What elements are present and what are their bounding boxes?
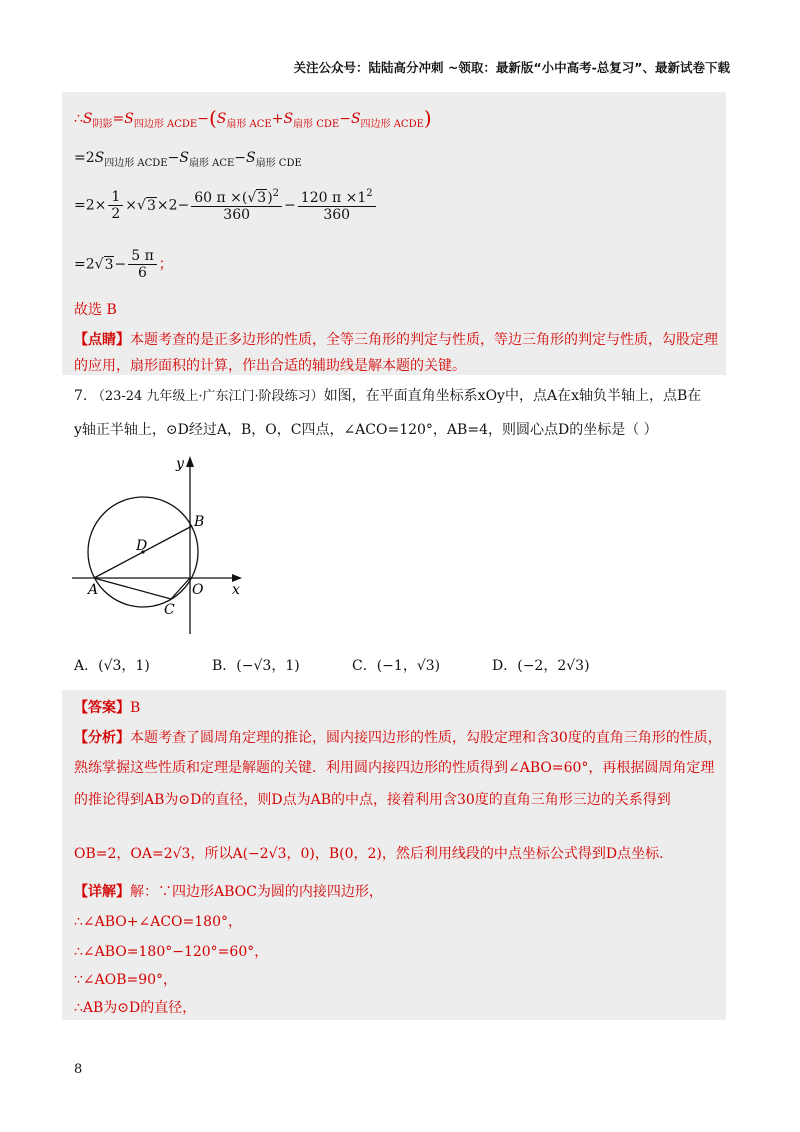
- option-d: D．(−2，2√3): [492, 658, 590, 674]
- label-c: C: [164, 602, 175, 618]
- question-source: （23-24 九年级上·广东江门·阶段练习）: [91, 389, 324, 404]
- answer-line: [74, 698, 140, 718]
- answer-tag: 【答案】: [74, 700, 130, 716]
- detail-line-1: [74, 882, 383, 902]
- label-y: y: [176, 456, 184, 472]
- comment-text-1: 本题考查的是正多边形的性质，全等三角形的判定与性质，等边三角形的判定与性质，勾股定理: [130, 332, 718, 348]
- solution-line-3: =2× $\frac{1}{2}$ ×√3×2− $\frac{60 \pi \times(√3)^2}{360}$ − $\frac{120 \pi \times 1^2}{360}$: [74, 188, 378, 223]
- detail-line-2: ∴∠ABO+∠ACO=180°，: [74, 914, 242, 930]
- detail-tag: 【详解】: [74, 884, 130, 900]
- analysis-tag: 【分析】: [74, 730, 130, 746]
- analysis-line-3: 的推论得到AB为⊙D的直径，则D点为AB的中点，接着利用含30度的直角三角形三边的关系得到: [74, 792, 671, 808]
- question-number: 7.: [74, 388, 88, 404]
- analysis-line-1: [74, 728, 722, 748]
- option-c: C．(−1，√3): [352, 658, 441, 674]
- detail-line-3: ∴∠ABO=180°−120°=60°，: [74, 944, 269, 960]
- detail-line-4: ∵∠AOB=90°，: [74, 972, 178, 988]
- question-text-1: 如图，在平面直角坐标系xOy中，点A在x轴负半轴上，点B在: [323, 388, 702, 404]
- solution-line-2: $=2S_{四边形 ACDE}-S_{扇形 ACE}-S_{扇形 CDE}$: [74, 150, 302, 169]
- page-number: 8: [74, 1062, 83, 1077]
- question-line-2: y轴正半轴上，⊙D经过A，B，O，C四点，∠ACO=120°，AB=4，则圆心点D的坐标是（ ）: [74, 422, 658, 438]
- circle-diagram: [70, 452, 260, 637]
- comment-line-2: 的应用，扇形面积的计算，作出合适的辅助线是解本题的关键。: [74, 358, 466, 374]
- y-axis-arrow: [186, 456, 194, 467]
- comment-line-1: [74, 330, 718, 350]
- option-a: A．(√3，1): [74, 658, 150, 674]
- label-a: A: [88, 582, 99, 598]
- analysis-text-1: 本题考查了圆周角定理的推论，圆内接四边形的性质，勾股定理和含30度的直角三角形的性质，: [130, 730, 722, 746]
- analysis-line-2: 熟练掌握这些性质和定理是解题的关键．利用圆内接四边形的性质得到∠ABO=60°，再根据圆周角定理: [74, 760, 715, 776]
- comment-tag: 【点睛】: [74, 332, 130, 348]
- segment-ac: [94, 578, 171, 599]
- option-b: B．(−√3，1): [212, 658, 300, 674]
- solution-line-4: =2√3− $\frac{5 \pi}{6}$ ；: [74, 248, 173, 282]
- x-axis-arrow: [232, 574, 242, 582]
- label-o: O: [192, 582, 204, 598]
- detail-text-1: ∵四边形ABOC为圆的内接四边形，: [158, 884, 383, 900]
- detail-line-5: ∴AB为⊙D的直径，: [74, 1000, 197, 1016]
- question-line-1: [74, 386, 701, 407]
- label-d: D: [136, 538, 148, 554]
- page-header: 关注公众号：陆陆高分冲刺 ~领取：最新版“小中高考-总复习”、最新试卷下载: [293, 60, 730, 75]
- choice-line: 故选 B: [74, 302, 117, 318]
- analysis-line-4: OB=2，OA=2√3，所以A(−2√3，0)，B(0，2)，然后利用线段的中点坐标公式得到D点坐标.: [74, 846, 664, 862]
- solution-line-1: $\therefore S_{阴影}=S_{四边形 ACDE}-(S_{扇形 ACE}+S_{扇形 CDE}-S_{四边形 ACDE})$: [74, 106, 432, 130]
- label-x: x: [232, 582, 240, 598]
- answer-value: B: [130, 700, 141, 716]
- detail-label: 解：: [130, 884, 158, 900]
- label-b: B: [194, 514, 205, 530]
- segment-co: [171, 578, 190, 599]
